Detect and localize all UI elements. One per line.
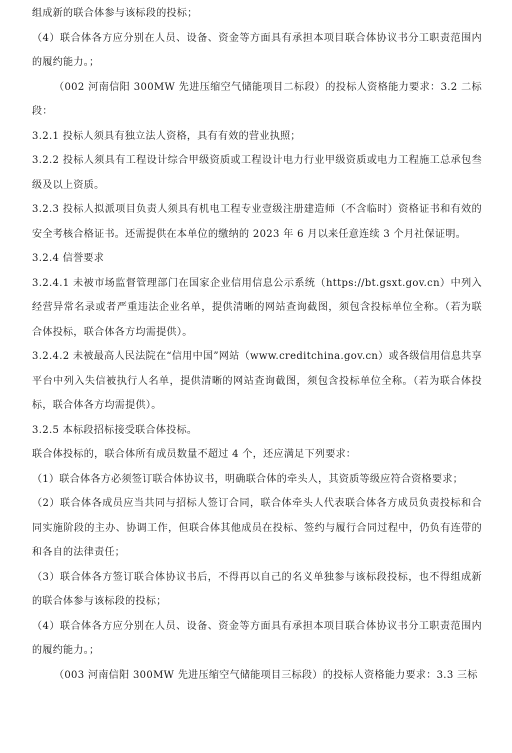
list-item: （3）联合体各方签订联合体协议书后，不得再以自己的名义单独参与该标段投标，也不得组成新的联合体参与该标段的投标； [32, 571, 482, 607]
paragraph: （4）联合体各方应分别在人员、设备、资金等方面具有承担本项目联合体协议书分工职责范围内的履约能力。； [32, 32, 482, 68]
paragraph: 3.2.4.1 未被市场监督管理部门在国家企业信用信息公示系统（https://bt.gsxt.gov.cn）中列入经营异常名录或者严重违法企业名单，提供清晰的网站查询截图，须包含投标单位全称。（若为联合体投标，联合体各方均需提供）。 [32, 277, 482, 338]
paragraph: （003 河南信阳 300MW 先进压缩空气储能项目三标段）的投标人资格能力要求：3.3 三标 [54, 669, 478, 681]
list-item: （2）联合体各成员应当共同与招标人签订合同，联合体牵头人代表联合体各方成员负责投标和合同实施阶段的主办、协调工作，但联合体其他成员在投标、签约与履行合同过程中，仍负有连带的和各自的法律责任； [32, 498, 482, 558]
paragraph: 3.2.3 投标人拟派项目负责人须具有机电工程专业壹级注册建造师（不含临时）资格证书和有效的安全考核合格证书。还需提供在本单位的缴纳的 2023 年 6 月以来任意连续 3 个月社保证明。 [32, 204, 482, 240]
paragraph: 联合体投标的，联合体所有成员数量不超过 4 个，还应满足下列要求： [32, 449, 357, 460]
section-heading: 3.2.4 信誉要求 [32, 253, 105, 264]
paragraph: （002 河南信阳 300MW 先进压缩空气储能项目二标段）的投标人资格能力要求：3.2 二标段： [32, 81, 482, 117]
document-body [32, 2, 482, 688]
paragraph: 3.2.2 投标人须具有工程设计综合甲级资质或工程设计电力行业甲级资质或电力工程施工总承包叁级及以上资质。 [32, 155, 482, 191]
paragraph: 3.2.4.2 未被最高人民法院在“信用中国”网站（www.creditchina.gov.cn）或各级信用信息共享平台中列入失信被执行人名单，提供清晰的网站查询截图，须包含投标单位全称。（若为联合体投标，联合体各方均需提供）。 [32, 351, 482, 411]
list-item: （4）联合体各方应分别在人员、设备、资金等方面具有承担本项目联合体协议书分工职责范围内的履约能力。； [32, 620, 482, 656]
paragraph: 组成新的联合体参与该标段的投标； [32, 8, 198, 19]
paragraph: 3.2.1 投标人须具有独立法人资格，具有有效的营业执照； [32, 130, 301, 142]
paragraph: 3.2.5 本标段招标接受联合体投标。 [32, 424, 198, 436]
list-item: （1）联合体各方必须签订联合体协议书，明确联合体的牵头人，其资质等级应符合资格要求； [32, 473, 464, 485]
